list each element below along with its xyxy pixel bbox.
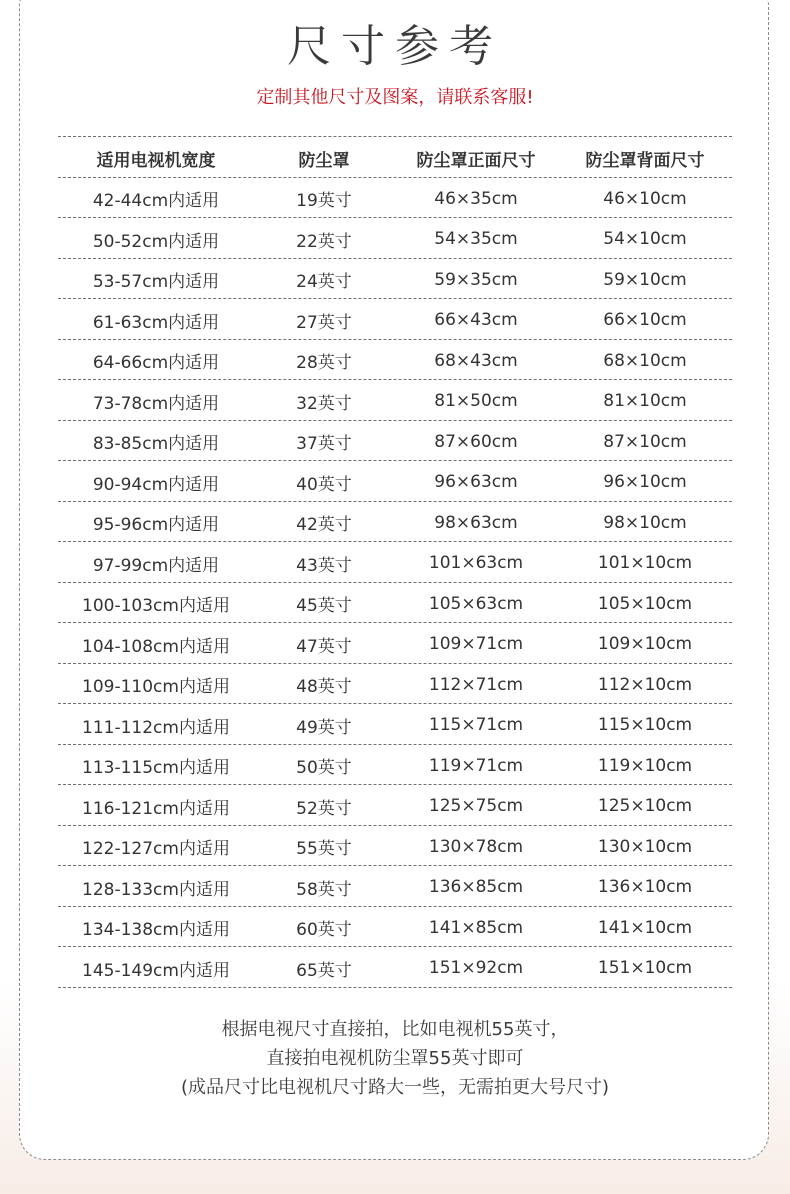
back-size-cell: 98×10cm [603, 512, 687, 533]
front-size-cell: 130×78cm [428, 836, 524, 857]
page-title: 尺寸参考 [287, 21, 503, 72]
back-size-cell: 54×10cm [603, 229, 687, 250]
table-row [58, 826, 732, 867]
back-size-cell: 130×10cm [597, 836, 693, 857]
table-row [58, 178, 732, 219]
tv-width-cell: 122-127cm内适用 [82, 839, 230, 860]
tv-width-cell: 97-99cm内适用 [92, 555, 220, 576]
back-size-cell: 141×10cm [597, 917, 693, 938]
tv-width-cell: 64-66cm内适用 [92, 353, 220, 374]
cover-size-cell: 49英寸 [296, 717, 352, 738]
back-size-cell: 59×10cm [603, 269, 687, 290]
back-size-cell: 105×10cm [597, 593, 693, 614]
back-size-cell: 125×10cm [597, 796, 693, 817]
cover-size-cell: 52英寸 [296, 798, 352, 819]
tv-width-cell: 61-63cm内适用 [92, 312, 220, 333]
tv-width-cell: 100-103cm内适用 [82, 596, 230, 617]
table-row [58, 421, 732, 462]
back-size-cell: 96×10cm [603, 472, 687, 493]
tv-width-cell: 90-94cm内适用 [92, 474, 220, 495]
front-size-cell: 87×60cm [434, 431, 518, 452]
front-size-cell: 96×63cm [434, 472, 518, 493]
table-row [58, 947, 732, 988]
table-body [58, 178, 732, 988]
cover-size-cell: 48英寸 [296, 677, 352, 698]
table-row [58, 583, 732, 624]
front-size-cell: 136×85cm [428, 877, 524, 898]
size-table [58, 136, 732, 988]
note-line-2: 直接拍电视机防尘罩55英寸即可 [266, 1048, 524, 1069]
table-row [58, 866, 732, 907]
cover-size-cell: 43英寸 [296, 555, 352, 576]
table-row [58, 259, 732, 300]
tv-width-cell: 104-108cm内适用 [82, 636, 230, 657]
tv-width-cell: 128-133cm内适用 [82, 879, 230, 900]
back-size-cell: 136×10cm [597, 877, 693, 898]
custom-order-notice: 定制其他尺寸及图案，请联系客服! [256, 87, 534, 108]
table-header-row [58, 137, 732, 178]
tv-width-cell: 53-57cm内适用 [92, 272, 220, 293]
front-size-cell: 54×35cm [434, 229, 518, 250]
cover-size-cell: 32英寸 [296, 393, 352, 414]
front-size-cell: 119×71cm [428, 755, 524, 776]
header-tv-width: 适用电视机宽度 [96, 150, 216, 171]
front-size-cell: 68×43cm [434, 350, 518, 371]
back-size-cell: 109×10cm [597, 634, 693, 655]
cover-size-cell: 27英寸 [296, 312, 352, 333]
front-size-cell: 81×50cm [434, 391, 518, 412]
front-size-cell: 59×35cm [434, 269, 518, 290]
note-line-3: (成品尺寸比电视机尺寸路大一些，无需拍更大号尺寸) [180, 1077, 610, 1098]
tv-width-cell: 109-110cm内适用 [82, 677, 230, 698]
front-size-cell: 46×35cm [434, 188, 518, 209]
tv-width-cell: 134-138cm内适用 [82, 920, 230, 941]
table-row [58, 704, 732, 745]
front-size-cell: 115×71cm [428, 715, 524, 736]
table-row [58, 907, 732, 948]
back-size-cell: 46×10cm [603, 188, 687, 209]
front-size-cell: 141×85cm [428, 917, 524, 938]
table-row [58, 218, 732, 259]
cover-size-cell: 58英寸 [296, 879, 352, 900]
back-size-cell: 101×10cm [597, 553, 693, 574]
tv-width-cell: 42-44cm内适用 [92, 191, 220, 212]
table-row [58, 299, 732, 340]
table-row [58, 785, 732, 826]
cover-size-cell: 60英寸 [296, 920, 352, 941]
table-row [58, 542, 732, 583]
tv-width-cell: 113-115cm内适用 [82, 758, 230, 779]
back-size-cell: 151×10cm [597, 958, 693, 979]
front-size-cell: 125×75cm [428, 796, 524, 817]
tv-width-cell: 116-121cm内适用 [82, 798, 230, 819]
back-size-cell: 68×10cm [603, 350, 687, 371]
header-front-size: 防尘罩正面尺寸 [416, 150, 536, 171]
front-size-cell: 112×71cm [428, 674, 524, 695]
cover-size-cell: 47英寸 [296, 636, 352, 657]
cover-size-cell: 24英寸 [296, 272, 352, 293]
back-size-cell: 115×10cm [597, 715, 693, 736]
cover-size-cell: 37英寸 [296, 434, 352, 455]
cover-size-cell: 50英寸 [296, 758, 352, 779]
back-size-cell: 119×10cm [597, 755, 693, 776]
front-size-cell: 105×63cm [428, 593, 524, 614]
back-size-cell: 112×10cm [597, 674, 693, 695]
front-size-cell: 109×71cm [428, 634, 524, 655]
back-size-cell: 87×10cm [603, 431, 687, 452]
tv-width-cell: 145-149cm内适用 [82, 960, 230, 981]
cover-size-cell: 22英寸 [296, 231, 352, 252]
cover-size-cell: 40英寸 [296, 474, 352, 495]
cover-size-cell: 45英寸 [296, 596, 352, 617]
table-row [58, 340, 732, 381]
cover-size-cell: 65英寸 [296, 960, 352, 981]
header-cover-size: 防尘罩 [298, 150, 350, 171]
front-size-cell: 66×43cm [434, 310, 518, 331]
table-row [58, 745, 732, 786]
table-row [58, 461, 732, 502]
purchase-notes [0, 1015, 790, 1102]
front-size-cell: 151×92cm [428, 958, 524, 979]
front-size-cell: 101×63cm [428, 553, 524, 574]
table-row [58, 623, 732, 664]
cover-size-cell: 42英寸 [296, 515, 352, 536]
table-row [58, 502, 732, 543]
tv-width-cell: 73-78cm内适用 [92, 393, 220, 414]
note-line-1: 根据电视尺寸直接拍，比如电视机55英寸， [221, 1019, 569, 1040]
cover-size-cell: 19英寸 [296, 191, 352, 212]
front-size-cell: 98×63cm [434, 512, 518, 533]
tv-width-cell: 95-96cm内适用 [92, 515, 220, 536]
header-back-size: 防尘罩背面尺寸 [585, 150, 705, 171]
back-size-cell: 81×10cm [603, 391, 687, 412]
table-row [58, 664, 732, 705]
table-row [58, 380, 732, 421]
tv-width-cell: 111-112cm内适用 [82, 717, 230, 738]
tv-width-cell: 83-85cm内适用 [92, 434, 220, 455]
tv-width-cell: 50-52cm内适用 [92, 231, 220, 252]
back-size-cell: 66×10cm [603, 310, 687, 331]
cover-size-cell: 28英寸 [296, 353, 352, 374]
cover-size-cell: 55英寸 [296, 839, 352, 860]
